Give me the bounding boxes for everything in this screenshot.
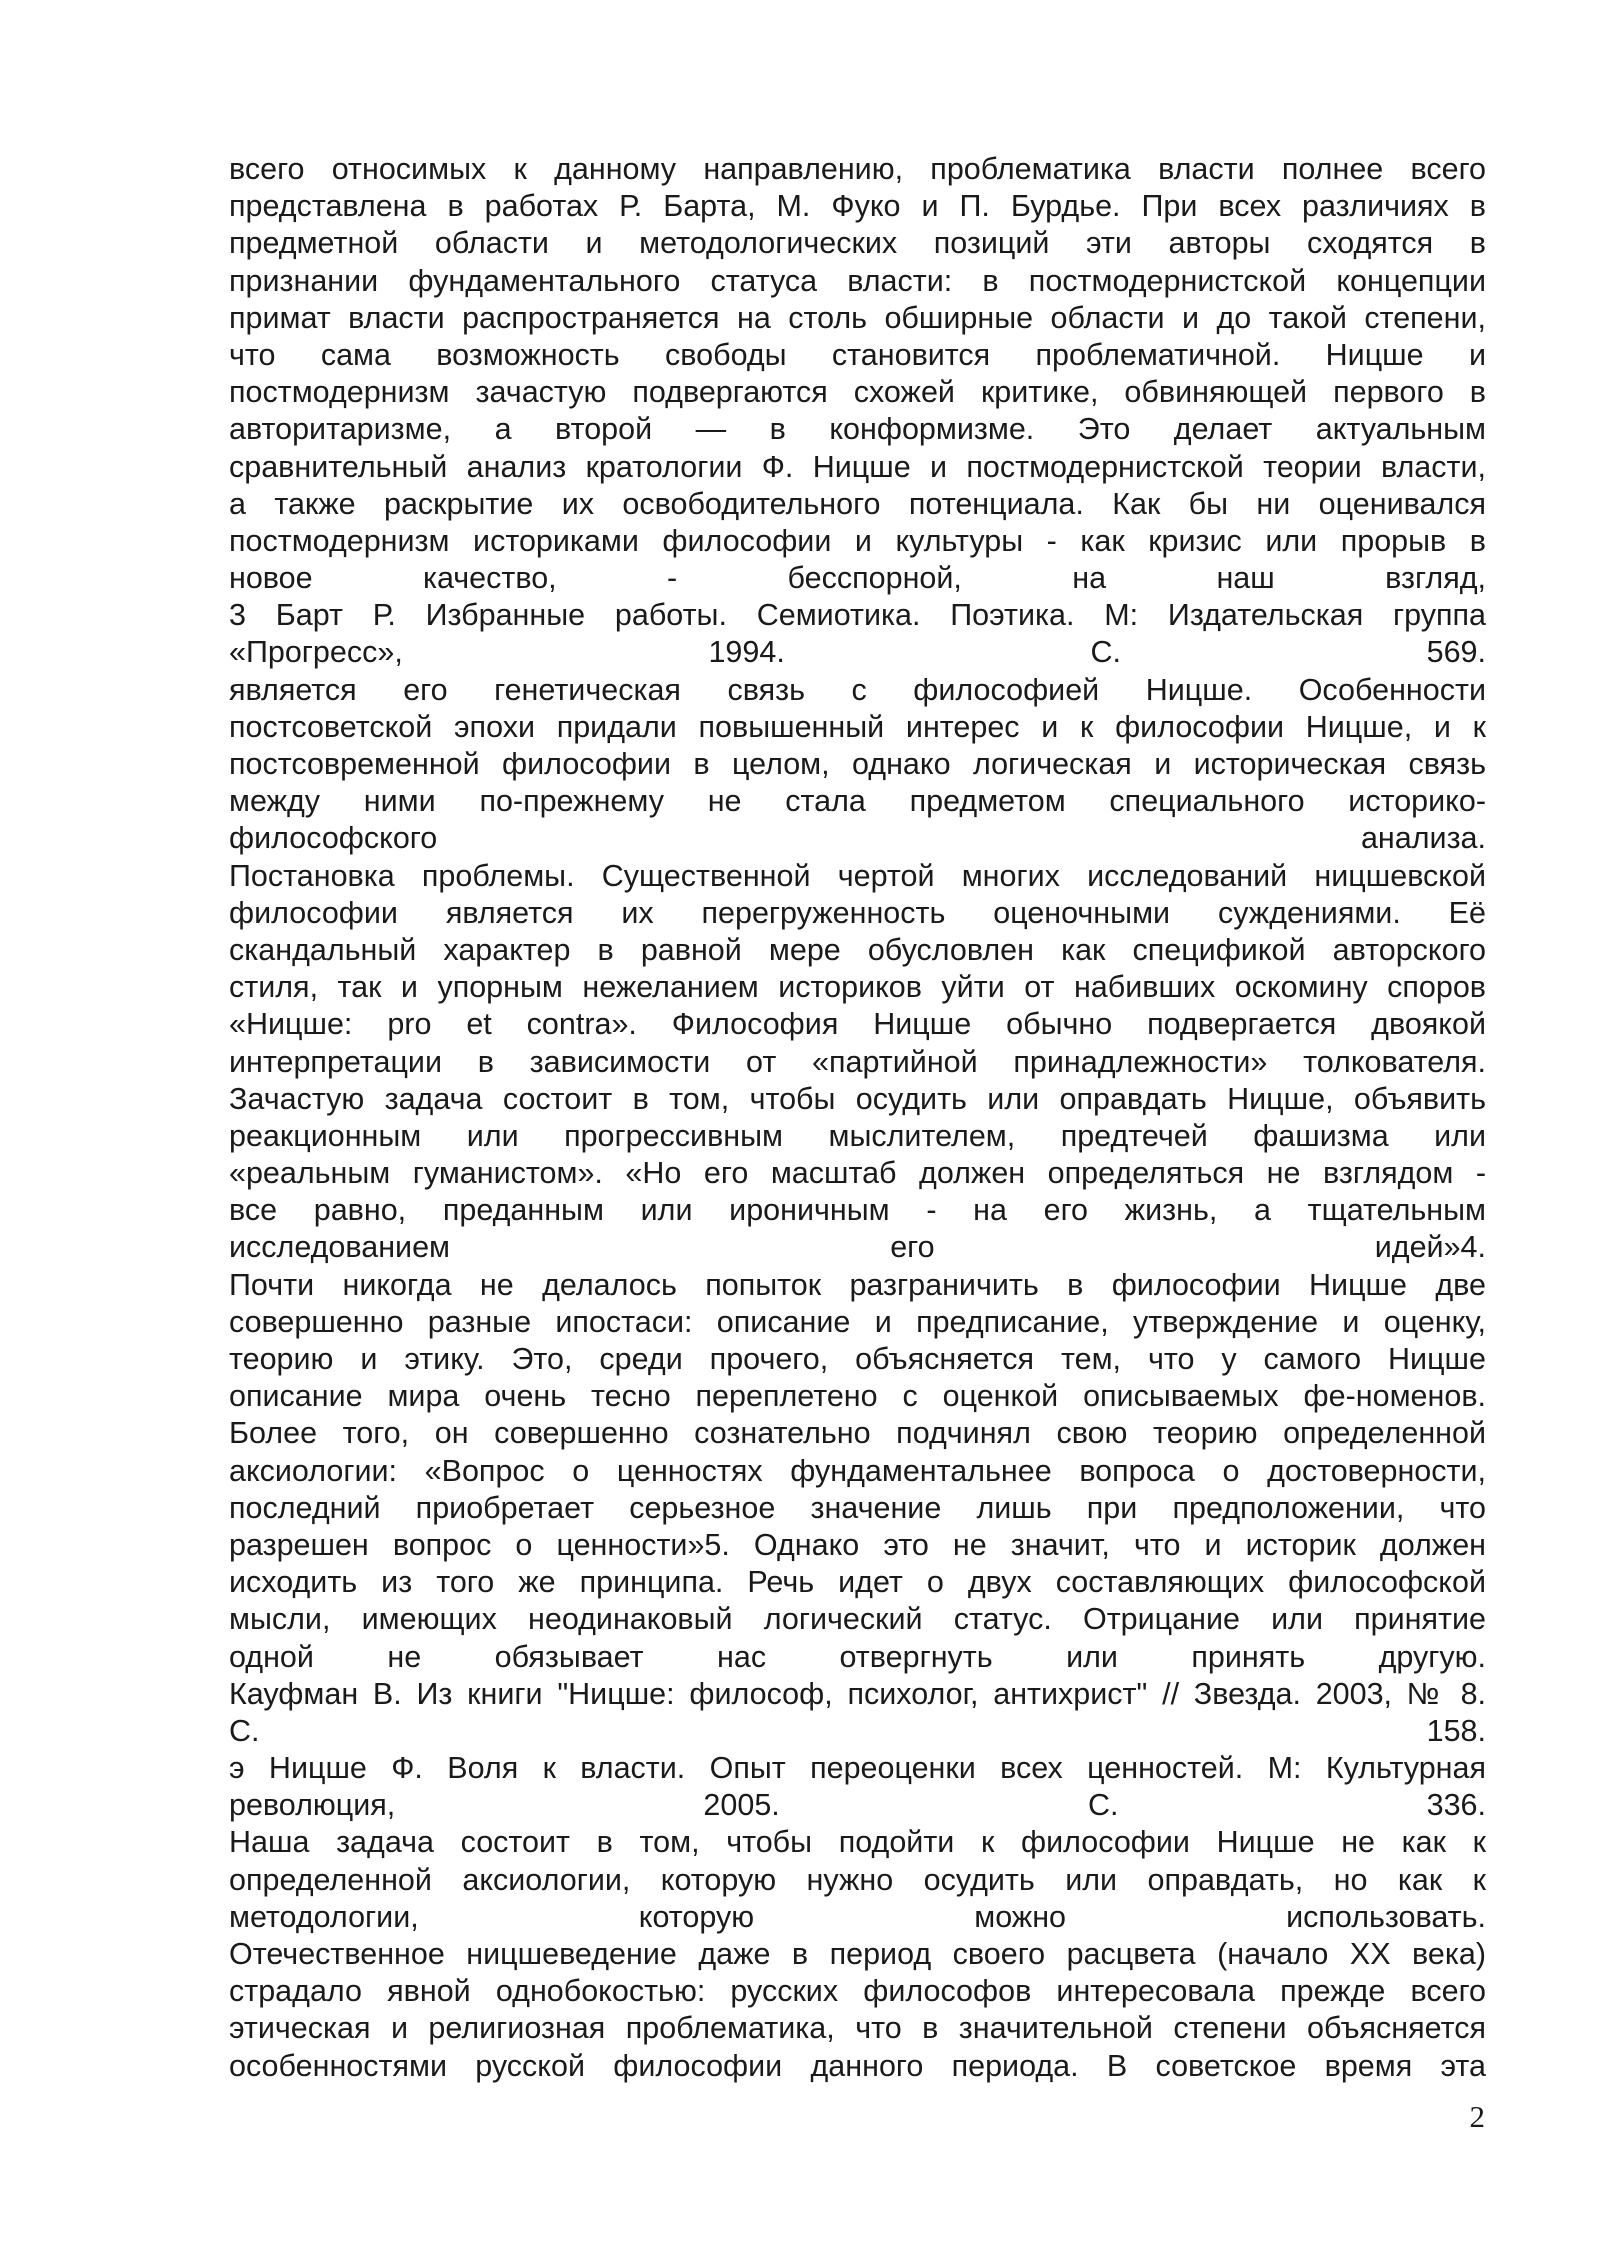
text-line: все равно, преданным или ироничным - на его жизнь, а тщательным bbox=[229, 1193, 1486, 1228]
text-line: Постановка проблемы. Существенной чертой многих исследований ницшевской bbox=[229, 858, 1486, 893]
text-line: постсовременной философии в целом, однако логическая и историческая связь bbox=[229, 747, 1486, 781]
text-line: Наша задача состоит в том, чтобы подойти к философии Ницше не как к bbox=[229, 1825, 1486, 1860]
text-line: предметной области и методологических позиций эти авторы сходятся в bbox=[229, 226, 1486, 261]
text-line: Отечественное ницшеведение даже в период своего расцвета (начало XX века) bbox=[229, 1937, 1486, 1971]
text-line: особенностями русской философии данного периода. В советское время эта bbox=[229, 2048, 1486, 2083]
text-line: всего относимых к данному направлению, проблематика власти полнее всего bbox=[229, 152, 1486, 186]
text-line: Зачастую задача состоит в том, чтобы осудить или оправдать Ницше, объявить bbox=[229, 1081, 1486, 1116]
text-line: страдало явной однобокостью: русских философов интересовала прежде всего bbox=[229, 1974, 1486, 2009]
text-line: постмодернизм зачастую подвергаются схожей критике, обвиняющей первого в bbox=[229, 375, 1486, 410]
text-line: постмодернизм историками философии и культуры - как кризис или прорыв в bbox=[229, 523, 1486, 558]
text-line: разрешен вопрос о ценности»5. Однако это не значит, что и историк должен bbox=[229, 1527, 1486, 1562]
footnote-line: С. 158. bbox=[229, 1713, 1486, 1748]
text-line: аксиологии: «Вопрос о ценностях фундаментальнее вопроса о достоверности, bbox=[229, 1453, 1486, 1488]
text-line: описание мира очень тесно переплетено с оценкой описываемых фе-номенов. bbox=[229, 1379, 1486, 1414]
text-line: методологии, которую можно использовать. bbox=[229, 1899, 1486, 1934]
text-line: сравнительный анализ кратологии Ф. Ницше и постмодернистской теории власти, bbox=[229, 449, 1486, 484]
text-line: теорию и этику. Это, среди прочего, объясняется тем, что у самого Ницше bbox=[229, 1342, 1486, 1376]
text-line: признании фундаментального статуса власти: в постмодернистской концепции bbox=[229, 263, 1486, 298]
text-line: этическая и религиозная проблематика, что в значительной степени объясняется bbox=[229, 2011, 1486, 2046]
text-line: «Ницше: pro et contra». Философия Ницше обычно подвергается двоякой bbox=[229, 1007, 1486, 1042]
text-line: одной не обязывает нас отвергнуть или принять другую. bbox=[229, 1639, 1486, 1674]
footnote-line: Кауфман В. Из книги "Ницше: философ, психолог, антихрист" // Звезда. 2003, № 8. bbox=[229, 1676, 1486, 1711]
text-line: совершенно разные ипостаси: описание и предписание, утверждение и оценку, bbox=[229, 1304, 1486, 1339]
text-line: «реальным гуманистом». «Но его масштаб должен определяться не взглядом - bbox=[229, 1156, 1486, 1191]
text-line: реакционным или прогрессивным мыслителем, предтечей фашизма или bbox=[229, 1118, 1486, 1153]
text-line: исходить из того же принципа. Речь идет о двух составляющих философской bbox=[229, 1565, 1486, 1600]
text-line: определенной аксиологии, которую нужно осудить или оправдать, но как к bbox=[229, 1862, 1486, 1897]
body-text bbox=[229, 151, 1486, 2085]
text-line: философии является их перегруженность оценочными суждениями. Её bbox=[229, 895, 1486, 930]
text-line: исследованием его идей»4. bbox=[229, 1230, 1486, 1265]
text-line: Более того, он совершенно сознательно подчинял свою теорию определенной bbox=[229, 1416, 1486, 1451]
text-line: авторитаризме, а второй — в конформизме. Это делает актуальным bbox=[229, 412, 1486, 447]
text-line: скандальный характер в равной мере обусловлен как спецификой авторского bbox=[229, 932, 1486, 967]
text-line: мысли, имеющих неодинаковый логический статус. Отрицание или принятие bbox=[229, 1602, 1486, 1637]
text-line: а также раскрытие их освободительного потенциала. Как бы ни оценивался bbox=[229, 486, 1486, 521]
text-line: Почти никогда не делалось попыток разграничить в философии Ницше две bbox=[229, 1267, 1486, 1302]
text-line: философского анализа. bbox=[229, 821, 1486, 856]
text-line: является его генетическая связь с философией Ницше. Особенности bbox=[229, 672, 1486, 707]
footnote-line: э Ницше Ф. Воля к власти. Опыт переоценки всех ценностей. М: Культурная bbox=[229, 1751, 1486, 1786]
footnote-line: 3 Барт Р. Избранные работы. Семиотика. Поэтика. М: Издательская группа bbox=[229, 598, 1486, 633]
text-line: интерпретации в зависимости от «партийной принадлежности» толкователя. bbox=[229, 1044, 1486, 1079]
text-line: представлена в работах Р. Барта, М. Фуко и П. Бурдье. При всех различиях в bbox=[229, 189, 1486, 224]
page-number: 2 bbox=[1469, 2099, 1485, 2134]
text-line: между ними по-прежнему не стала предметом специального историко- bbox=[229, 784, 1486, 819]
text-line: что сама возможность свободы становится проблематичной. Ницше и bbox=[229, 337, 1486, 372]
text-line: стиля, так и упорным нежеланием историков уйти от набивших оскомину споров bbox=[229, 970, 1486, 1005]
footnote-line: революция, 2005. С. 336. bbox=[229, 1788, 1486, 1823]
text-line: постсоветской эпохи придали повышенный интерес и к философии Ницше, и к bbox=[229, 709, 1486, 744]
text-line: новое качество, - бесспорной, на наш взгляд, bbox=[229, 561, 1486, 596]
text-line: последний приобретает серьезное значение лишь при предположении, что bbox=[229, 1490, 1486, 1525]
footnote-line: «Прогресс», 1994. С. 569. bbox=[229, 635, 1486, 670]
text-line: примат власти распространяется на столь обширные области и до такой степени, bbox=[229, 300, 1486, 335]
